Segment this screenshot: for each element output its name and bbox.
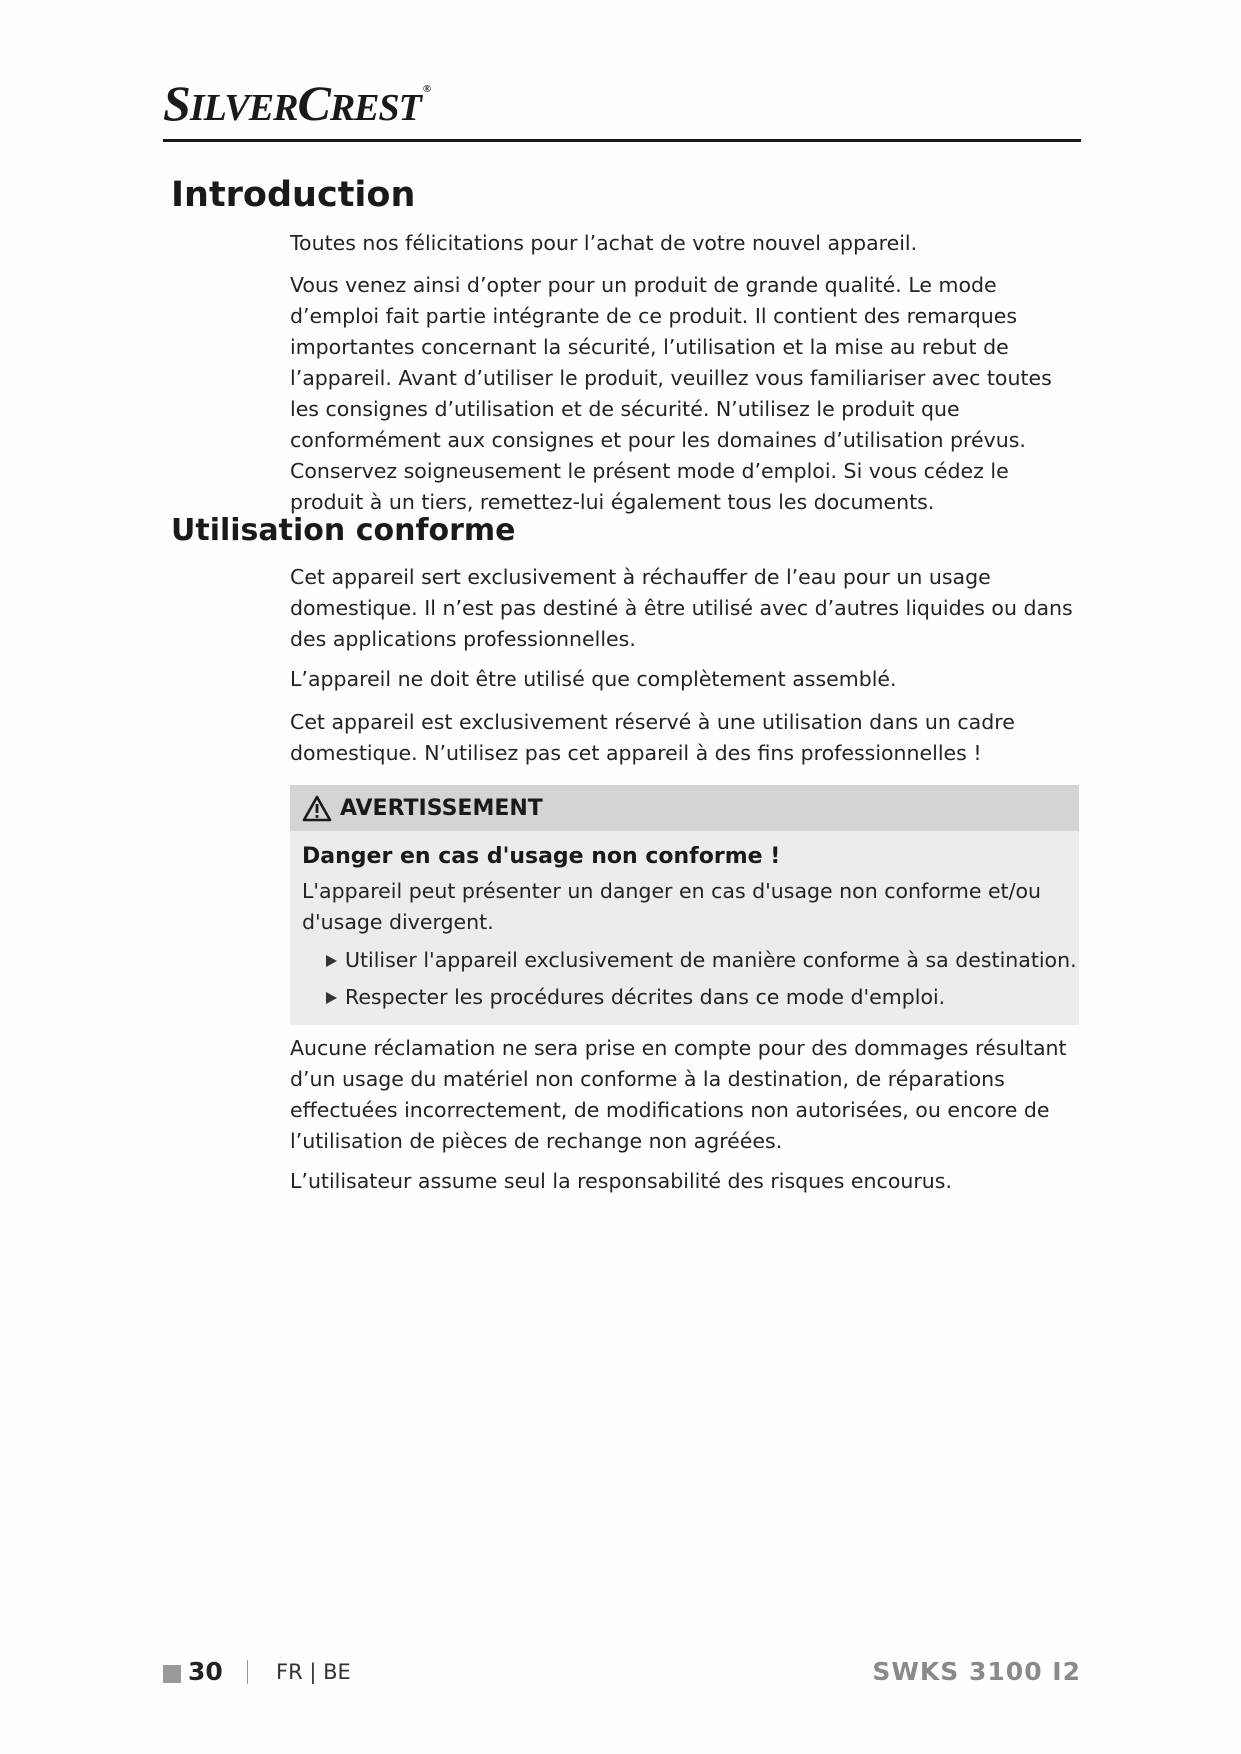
utilisation-paragraph-3: Cet appareil est exclusivement réservé à une utilisation dans un cadre domestique. N’utilisez pas cet appareil à des fins professionnelles ! (290, 710, 1015, 765)
warning-bullet-list (290, 942, 1079, 1016)
utilisation-paragraph-5: L’utilisateur assume seul la responsabilité des risques encourus. (290, 1169, 952, 1193)
bullet-arrow-icon (326, 992, 337, 1004)
intro-paragraph-2: Vous venez ainsi d’opter pour un produit de grande qualité. Le mode d’emploi fait partie intégrante de ce produit. Il contient des remarques importantes concernant la sécurité, l’utilisation et la mise au rebut de l’appareil. Avant d’utiliser le produit, veuillez vous familiariser avec toutes les consignes d’utilisation et de sécurité. N’utilisez le produit que conformément aux consignes et pour les domaines d’utilisation prévus. Conservez soigneusement le présent mode d’emploi. Si vous cédez le produit à un tiers, remettez-lui également tous les documents. (290, 273, 1052, 514)
footer-language: FR | BE (276, 1660, 351, 1684)
warning-header (290, 785, 1079, 831)
warning-box (290, 785, 1079, 1025)
intro-paragraph-1: Toutes nos félicitations pour l’achat de votre nouvel appareil. (290, 231, 918, 255)
utilisation-paragraph-4: Aucune réclamation ne sera prise en compte pour des dommages résultant d’un usage du matériel non conforme à la destination, de réparations effectuées incorrectement, de modifications non autorisées, ou encore de l’utilisation de pièces de rechange non agréées. (290, 1036, 1067, 1153)
warning-text: L'appareil peut présenter un danger en cas d'usage non conforme et/ou d'usage divergent. (302, 879, 1042, 934)
utilisation-title: Utilisation conforme (171, 513, 516, 548)
page-footer (163, 1657, 1081, 1693)
page-number: 30 (188, 1657, 223, 1686)
warning-triangle-icon (302, 795, 332, 822)
utilisation-paragraph-1: Cet appareil sert exclusivement à réchauffer de l’eau pour un usage domestique. Il n’est pas destiné à être utilisé avec d’autres liquides ou dans des applications professionnelles. (290, 565, 1073, 651)
brand-logo: SILVERCREST ® (163, 75, 431, 131)
warning-subtitle: Danger en cas d'usage non conforme ! (302, 844, 781, 869)
bullet-arrow-icon (326, 955, 337, 967)
utilisation-paragraph-2: L’appareil ne doit être utilisé que complètement assemblé. (290, 667, 897, 691)
warning-bullet: Respecter les procédures décrites dans ce mode d'emploi. (326, 979, 1079, 1016)
warning-bullet: Utiliser l'appareil exclusivement de manière conforme à sa destination. (326, 942, 1079, 979)
footer-model: SWKS 3100 I2 (872, 1657, 1081, 1686)
footer-divider (247, 1660, 248, 1684)
header-rule (163, 139, 1081, 142)
introduction-title: Introduction (171, 175, 416, 215)
warning-label: AVERTISSEMENT (340, 795, 543, 821)
footer-square-icon (163, 1665, 181, 1683)
